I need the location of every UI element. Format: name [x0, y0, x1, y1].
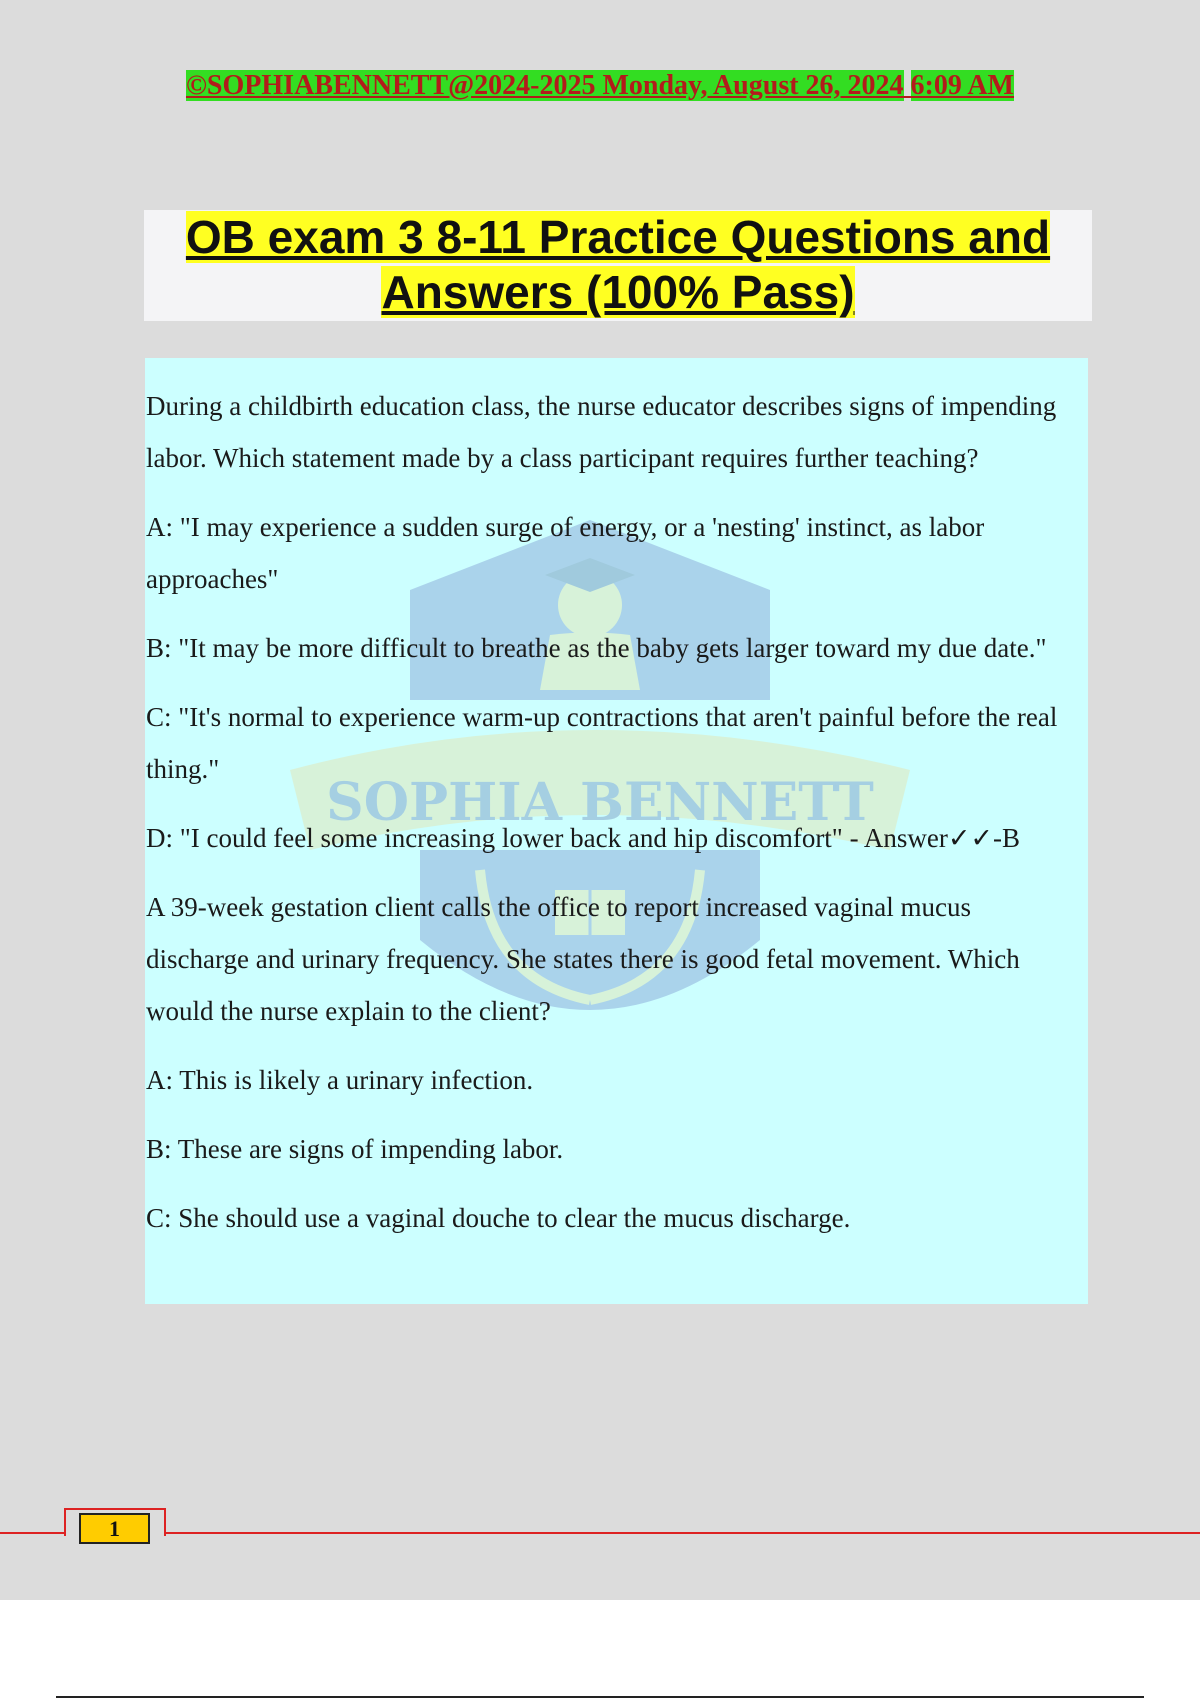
question-2-option-a: A: This is likely a urinary infection. — [146, 1065, 534, 1095]
question-1-stem: During a childbirth education class, the nurse educator describes signs of impending labor. Which statement made by a class participant requires further teaching? — [146, 391, 1057, 473]
question-2-option-c: C: She should use a vaginal douche to clear the mucus discharge. — [146, 1203, 851, 1233]
question-1-option-b: B: "It may be more difficult to breathe as the baby gets larger toward my due date." — [146, 633, 1047, 663]
question-1-option-a: A: "I may experience a sudden surge of energy, or a 'nesting' instinct, as labor approaches" — [146, 512, 985, 594]
question-2-stem: A 39-week gestation client calls the office to report increased vaginal mucus discharge and urinary frequency. She states there is good fetal movement. Which would the nurse explain to the client? — [146, 892, 1020, 1026]
page-number: 1 — [79, 1513, 150, 1544]
watermark-text: SOPHIA BENNETT — [326, 772, 874, 833]
copyright-text: ©SOPHIABENNETT@2024-2025 Monday, August 26, 2024 — [186, 70, 904, 101]
title-line-1: OB exam 3 8-11 Practice Questions and — [185, 211, 1051, 263]
bottom-divider — [56, 1696, 1144, 1698]
title-line-2: Answers (100% Pass) — [381, 266, 855, 318]
footer-divider — [0, 1532, 1200, 1534]
question-text-block — [146, 380, 1076, 1261]
question-1-option-c: C: "It's normal to experience warm-up contractions that aren't painful before the real thing." — [146, 702, 1058, 784]
question-2-option-b: B: These are signs of impending labor. — [146, 1134, 564, 1164]
copyright-header — [0, 70, 1200, 102]
timestamp: 6:09 AM — [910, 70, 1014, 101]
question-1-option-d-answer: D: "I could feel some increasing lower back and hip discomfort" - Answer✓✓-B — [146, 823, 1021, 853]
title-box — [144, 210, 1092, 321]
